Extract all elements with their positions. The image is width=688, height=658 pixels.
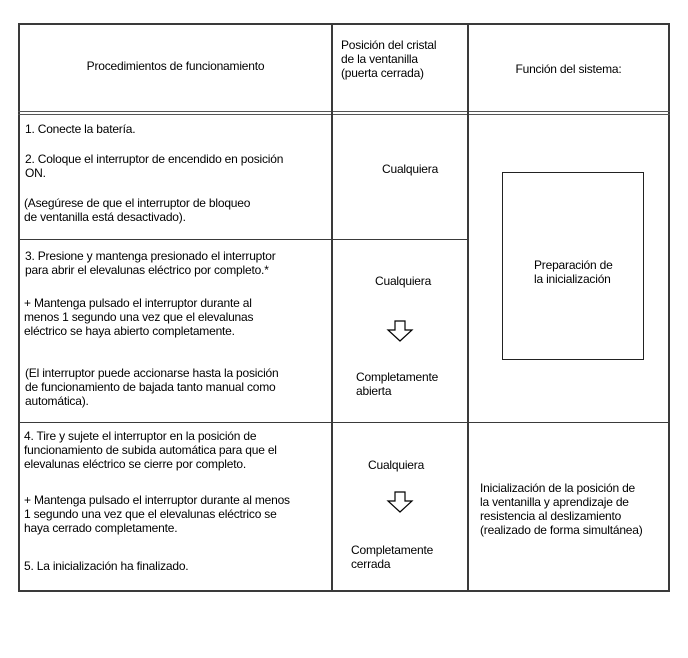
row3-position-to: Completamente cerrada <box>351 543 434 571</box>
row3-step4: 4. Tire y sujete el interruptor en la posición de funcionamiento de subida automática para que el elevalunas eléctrico se cierre por completo. <box>24 429 277 471</box>
table-border-bottom <box>18 590 670 592</box>
column-divider-2 <box>467 23 469 592</box>
row3-step5: 5. La inicialización ha finalizado. <box>24 559 189 573</box>
header-procedures: Procedimientos de funcionamiento <box>86 59 265 73</box>
row1-step2: 2. Coloque el interruptor de encendido en posición ON. <box>25 152 284 180</box>
function-preparation: Preparación de la inicialización <box>534 258 613 286</box>
down-arrow-icon <box>386 320 414 342</box>
row2-position-to: Completamente abierta <box>356 370 439 398</box>
row-divider-1 <box>18 239 469 240</box>
header-divider-1 <box>18 111 670 112</box>
function-initialization: Inicialización de la posición de la ventanilla y aprendizaje de resistencia al deslizamiento (realizado de forma simultánea) <box>480 481 643 537</box>
table-border-top <box>18 23 670 25</box>
row2-position-from: Cualquiera <box>375 274 432 288</box>
row2-hold: + Mantenga pulsado el interruptor durante al menos 1 segundo una vez que el elevalunas eléctrico se haya abierto completamente. <box>24 296 254 338</box>
row1-note: (Asegúrese de que el interruptor de bloqueo de ventanilla está desactivado). <box>24 196 251 224</box>
column-divider-1 <box>331 23 333 592</box>
header-system-function: Función del sistema: <box>515 62 622 76</box>
row3-hold: + Mantenga pulsado el interruptor durante al menos 1 segundo una vez que el elevalunas eléctrico se haya cerrado completamente. <box>24 493 290 535</box>
row3-position-from: Cualquiera <box>368 458 425 472</box>
table-border-left <box>18 23 20 592</box>
row-divider-2 <box>18 422 670 423</box>
row1-position: Cualquiera <box>382 162 439 176</box>
header-divider-2 <box>18 114 670 115</box>
row2-step3: 3. Presione y mantenga presionado el interruptor para abrir el elevalunas eléctrico por completo.* <box>25 249 276 277</box>
row1-step1: 1. Conecte la batería. <box>25 122 136 136</box>
header-window-position: Posición del cristal de la ventanilla (puerta cerrada) <box>341 38 437 80</box>
down-arrow-icon <box>386 491 414 513</box>
table-border-right <box>668 23 670 592</box>
row2-note: (El interruptor puede accionarse hasta la posición de funcionamiento de bajada tanto manual como automática). <box>25 366 279 408</box>
